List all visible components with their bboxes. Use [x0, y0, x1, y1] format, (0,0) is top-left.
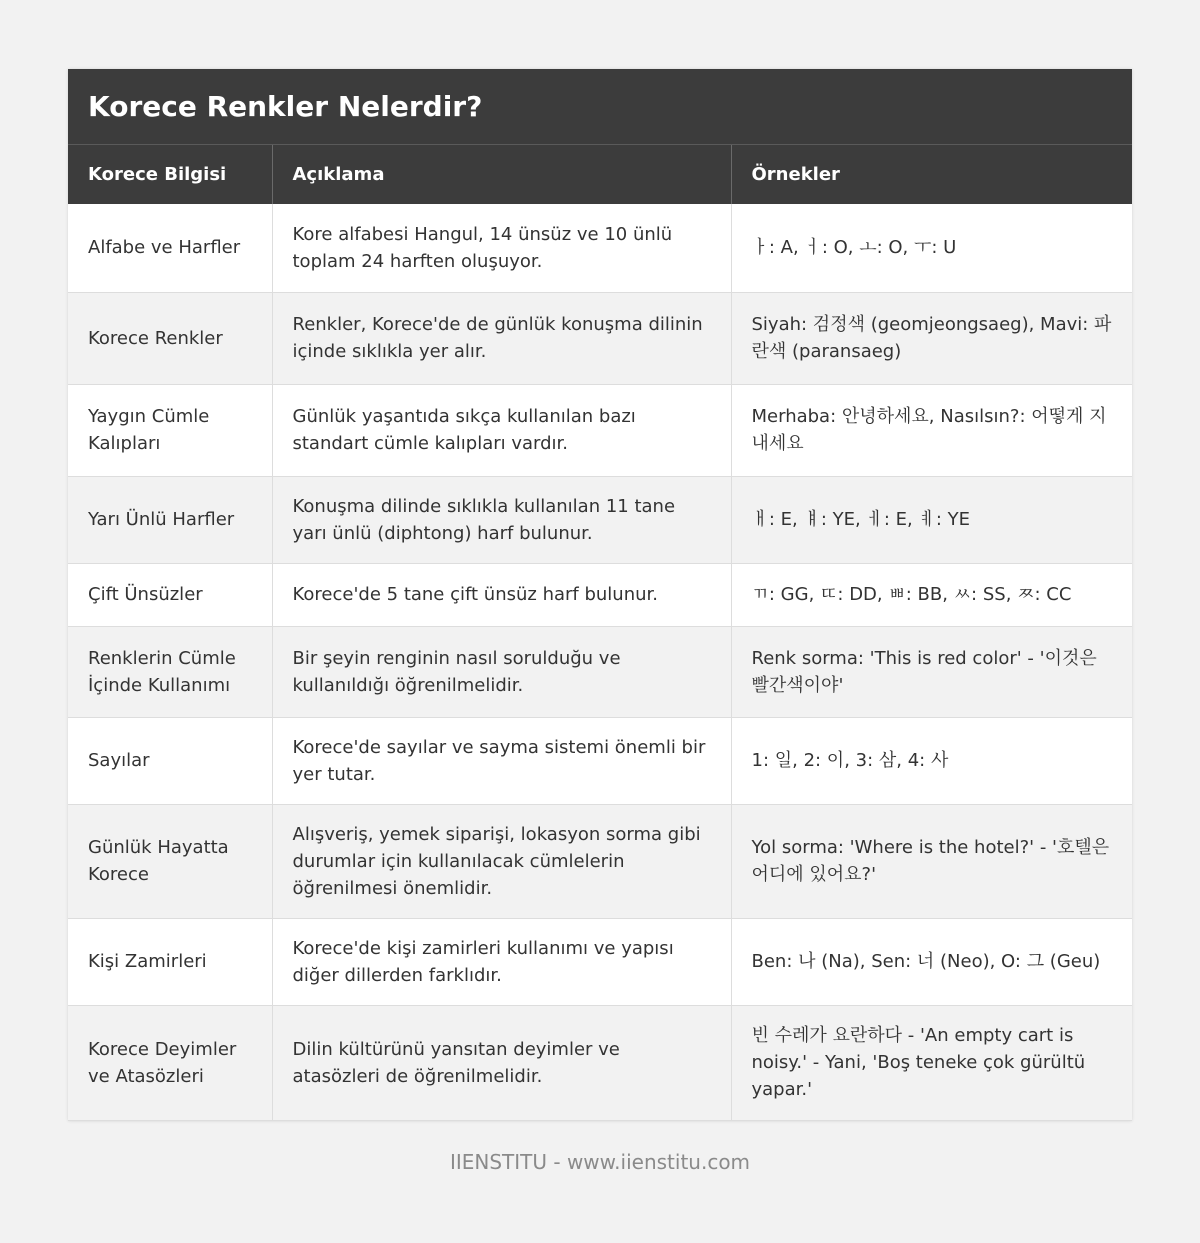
info-table: [68, 145, 1132, 1121]
examples-cell: ㅐ: E, ㅒ: YE, ㅔ: E, ㅖ: YE: [731, 476, 1132, 563]
table-row: [68, 563, 1132, 626]
table-row: [68, 717, 1132, 804]
topic-cell: Yaygın Cümle Kalıpları: [68, 384, 272, 476]
examples-cell: ㅏ: A, ㅓ: O, ㅗ: O, ㅜ: U: [731, 204, 1132, 292]
examples-cell: Merhaba: 안녕하세요, Nasılsın?: 어떻게 지내세요: [731, 384, 1132, 476]
description-cell: Dilin kültürünü yansıtan deyimler ve atasözleri de öğrenilmelidir.: [272, 1005, 731, 1120]
page-title: Korece Renkler Nelerdir?: [68, 69, 1132, 145]
table-row: [68, 476, 1132, 563]
column-header-examples: Örnekler: [731, 145, 1132, 204]
description-cell: Bir şeyin renginin nasıl sorulduğu ve kullanıldığı öğrenilmelidir.: [272, 626, 731, 717]
topic-cell: Kişi Zamirleri: [68, 918, 272, 1005]
examples-cell: Ben: 나 (Na), Sen: 너 (Neo), O: 그 (Geu): [731, 918, 1132, 1005]
examples-cell: Yol sorma: 'Where is the hotel?' - '호텔은 어디에 있어요?': [731, 804, 1132, 918]
topic-cell: Alfabe ve Harfler: [68, 204, 272, 292]
examples-cell: Siyah: 검정색 (geomjeongsaeg), Mavi: 파란색 (paransaeg): [731, 292, 1132, 384]
table-row: [68, 918, 1132, 1005]
examples-cell: ㄲ: GG, ㄸ: DD, ㅃ: BB, ㅆ: SS, ㅉ: CC: [731, 563, 1132, 626]
content-card: [68, 69, 1132, 1121]
description-cell: Kore alfabesi Hangul, 14 ünsüz ve 10 ünlü toplam 24 harften oluşuyor.: [272, 204, 731, 292]
description-cell: Korece'de kişi zamirleri kullanımı ve yapısı diğer dillerden farklıdır.: [272, 918, 731, 1005]
topic-cell: Günlük Hayatta Korece: [68, 804, 272, 918]
column-header-topic: Korece Bilgisi: [68, 145, 272, 204]
footer-credit: IIENSTITU - www.iienstitu.com: [449, 1150, 751, 1174]
examples-cell: 1: 일, 2: 이, 3: 삼, 4: 사: [731, 717, 1132, 804]
description-cell: Korece'de sayılar ve sayma sistemi önemli bir yer tutar.: [272, 717, 731, 804]
column-header-description: Açıklama: [272, 145, 731, 204]
description-cell: Renkler, Korece'de de günlük konuşma dilinin içinde sıklıkla yer alır.: [272, 292, 731, 384]
table-row: [68, 292, 1132, 384]
topic-cell: Korece Deyimler ve Atasözleri: [68, 1005, 272, 1120]
topic-cell: Yarı Ünlü Harfler: [68, 476, 272, 563]
table-row: [68, 1005, 1132, 1120]
examples-cell: 빈 수레가 요란하다 - 'An empty cart is noisy.' - Yani, 'Boş teneke çok gürültü yapar.': [731, 1005, 1132, 1120]
topic-cell: Korece Renkler: [68, 292, 272, 384]
table-row: [68, 204, 1132, 292]
table-row: [68, 804, 1132, 918]
topic-cell: Renklerin Cümle İçinde Kullanımı: [68, 626, 272, 717]
table-header-row: [68, 145, 1132, 204]
topic-cell: Çift Ünsüzler: [68, 563, 272, 626]
description-cell: Korece'de 5 tane çift ünsüz harf bulunur.: [272, 563, 731, 626]
description-cell: Günlük yaşantıda sıkça kullanılan bazı standart cümle kalıpları vardır.: [272, 384, 731, 476]
description-cell: Alışveriş, yemek siparişi, lokasyon sorma gibi durumlar için kullanılacak cümlelerin öğrenilmesi önemlidir.: [272, 804, 731, 918]
table-row: [68, 384, 1132, 476]
table-row: [68, 626, 1132, 717]
topic-cell: Sayılar: [68, 717, 272, 804]
description-cell: Konuşma dilinde sıklıkla kullanılan 11 tane yarı ünlü (diphtong) harf bulunur.: [272, 476, 731, 563]
examples-cell: Renk sorma: 'This is red color' - '이것은 빨간색이야': [731, 626, 1132, 717]
